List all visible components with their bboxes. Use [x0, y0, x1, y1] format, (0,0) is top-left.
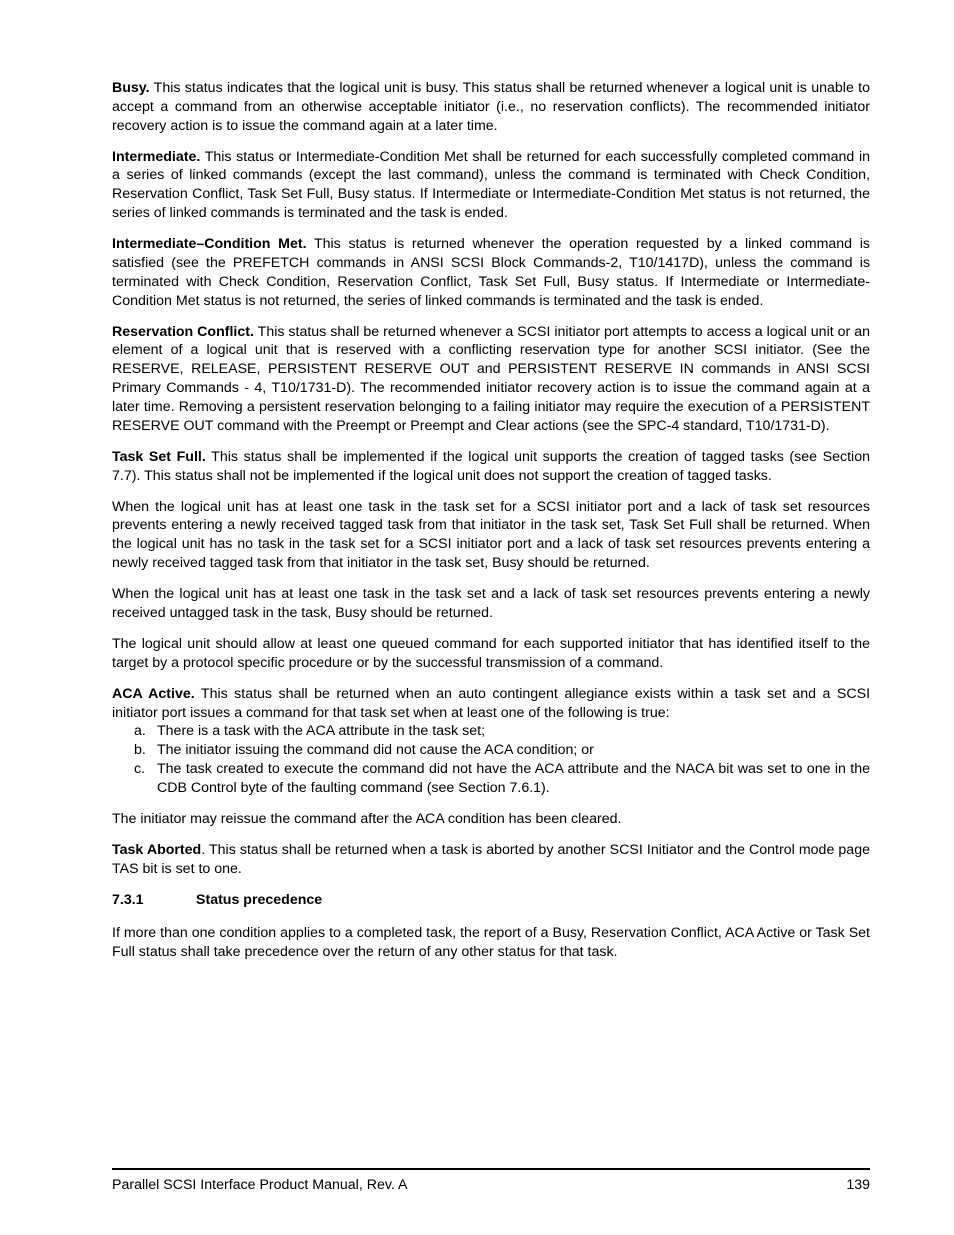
untagged-task-paragraph: When the logical unit has at least one task in the task set and a lack of task set resources prevents entering a newly received untagged task in the task, Busy should be returned. — [112, 586, 870, 621]
section-heading — [112, 891, 870, 910]
list-item — [112, 722, 870, 741]
aca-conditions-list — [112, 722, 870, 797]
list-item-text: The initiator issuing the command did not cause the ACA condition; or — [157, 742, 594, 759]
status-term-busy: Busy. — [112, 80, 150, 96]
page-footer — [112, 1176, 870, 1194]
status-precedence-paragraph: If more than one condition applies to a completed task, the report of a Busy, Reservation Conflict, ACA Active or Task Set Full status shall take precedence over the return of any other status for that task. — [112, 924, 870, 960]
intermediate-paragraph — [112, 148, 870, 223]
section-title: Status precedence — [196, 891, 323, 908]
footer-divider — [112, 1168, 870, 1170]
section-number: 7.3.1 — [112, 891, 144, 908]
status-term-aca-active: ACA Active. — [112, 685, 195, 702]
list-item-text: There is a task with the ACA attribute in the task set; — [157, 723, 486, 740]
status-term-intermediate: Intermediate. — [112, 148, 201, 165]
reservation-conflict-paragraph — [112, 323, 870, 436]
footer-page-number: 139 — [846, 1177, 870, 1193]
status-term-reservation-conflict: Reservation Conflict. — [112, 323, 254, 340]
task-set-full-paragraph — [112, 448, 870, 486]
status-term-intermediate-condition-met: Intermediate–Condition Met. — [112, 236, 307, 253]
footer-document-title: Parallel SCSI Interface Product Manual, Rev. A — [112, 1177, 408, 1193]
tagged-task-paragraph: When the logical unit has at least one task in the task set for a SCSI initiator port and a lack of task set resources prevents entering a newly received tagged task from that initiator in the task set, Task Set Full shall be returned. When the logical unit has no task in the task set for a SCSI initiator port and a lack of task set resources prevents entering a newly received tagged task from that initiator in the task set, Busy should be returned. — [112, 498, 870, 572]
reissue-paragraph: The initiator may reissue the command after the ACA condition has been cleared. — [112, 810, 622, 827]
intermediate-condition-met-paragraph — [112, 235, 870, 310]
list-marker: b. — [134, 742, 146, 759]
list-marker: a. — [134, 723, 146, 740]
page-content — [112, 79, 870, 974]
status-description-task-set-full: This status shall be implemented if the logical unit supports the creation of tagged tasks (see Section 7.7). This status shall not be implemented if the logical unit does not support the creation of tagged tasks. — [112, 448, 870, 484]
status-description-reservation-conflict: This status shall be returned whenever a SCSI initiator port attempts to access a logical unit or an element of a logical unit that is reserved with a conflicting reservation type for another SCSI initiator. (See the RESERVE, RELEASE, PERSISTENT RESERVE OUT and PERSISTENT RESERVE IN commands in ANSI SCSI Primary Commands - 4, T10/1731-D). The recommended initiator recovery action is to issue the command again at a later time. Removing a persistent reservation belonging to a failing initiator may require the execution of a PERSISTENT RESERVE OUT command with the Preempt or Preempt and Clear actions (see the SPC-4 standard, T10/1731-D). — [112, 323, 870, 434]
status-description-intermediate-condition-met: This status is returned whenever the operation requested by a linked command is satisfied (see the PREFETCH commands in ANSI SCSI Block Commands-2, T10/1417D), unless the command is terminated with Check Condition, Reservation Conflict, Task Set Full, Busy status. If Intermediate or Intermediate-Condition Met status is not returned, the series of linked commands is terminated and the task is ended. — [112, 236, 870, 309]
list-item — [112, 760, 870, 798]
list-marker: c. — [134, 761, 146, 778]
busy-paragraph — [112, 79, 870, 135]
status-description-task-aborted: . This status shall be returned when a task is aborted by another SCSI Initiator and the Control mode page TAS bit is set to one. — [112, 842, 870, 877]
status-description-aca-active: This status shall be returned when an auto contingent allegiance exists within a task set and a SCSI initiator port issues a command for that task set when at least one of the following is true: — [112, 685, 871, 721]
status-description-intermediate: This status or Intermediate-Condition Met shall be returned for each successfully completed command in a series of linked commands (except the last command), unless the command is terminated with Check Condition, Reservation Conflict, Task Set Full, Busy status. If Intermediate or Intermediate-Condition Met status is not returned, the series of linked commands is terminated and the task is ended. — [112, 148, 870, 222]
list-item — [112, 741, 870, 760]
task-aborted-paragraph — [112, 841, 870, 879]
aca-active-paragraph — [112, 685, 870, 723]
status-term-task-set-full: Task Set Full. — [112, 448, 206, 465]
queued-command-paragraph: The logical unit should allow at least one queued command for each supported initiator that has identified itself to the target by a protocol specific procedure or by the successful transmission of a command. — [112, 636, 870, 671]
list-item-text: The task created to execute the command did not have the ACA attribute and the NACA bit was set to one in the CDB Control byte of the faulting command (see Section 7.6.1). — [157, 761, 870, 796]
status-term-task-aborted: Task Aborted — [112, 842, 202, 859]
status-description-busy: This status indicates that the logical unit is busy. This status shall be returned whenever a logical unit is unable to accept a command from an otherwise acceptable initiator (i.e., no reservation conflicts). The recommended initiator recovery action is to issue the command again at a later time. — [112, 80, 870, 134]
